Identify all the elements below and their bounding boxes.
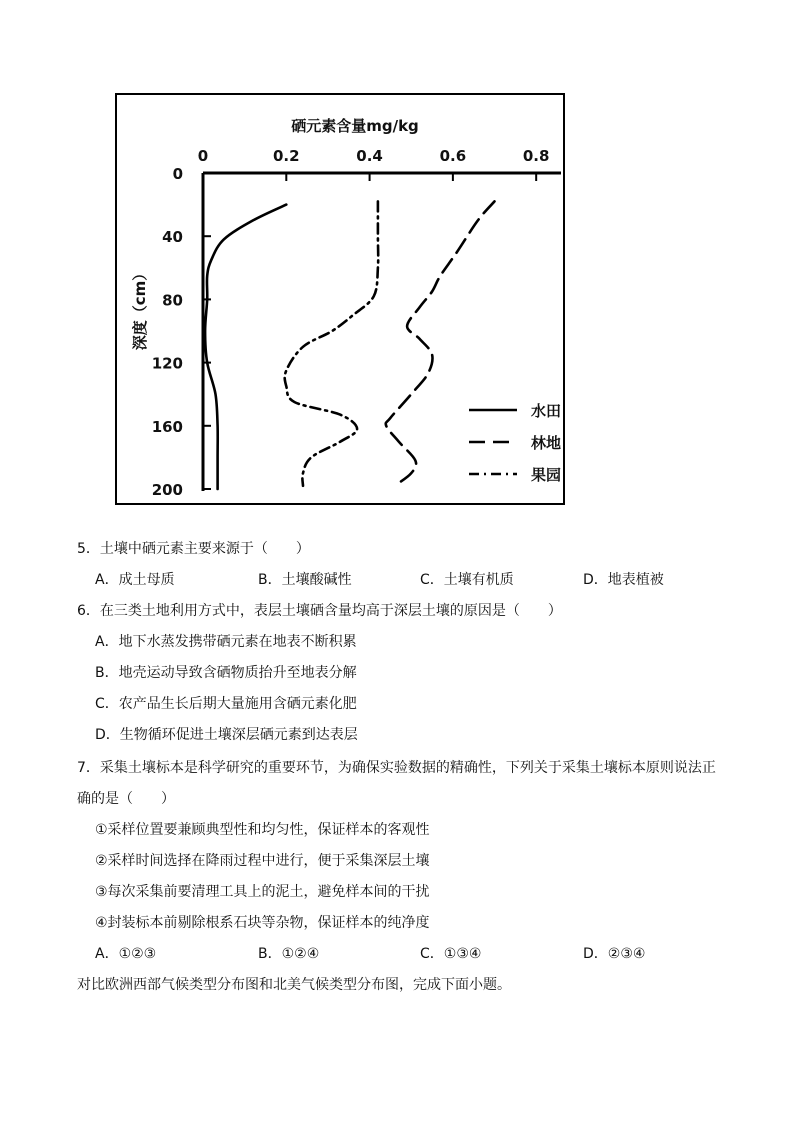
y-tick-label: 40 xyxy=(162,228,183,247)
q5-option-d: D．地表植被 xyxy=(583,572,664,588)
series-line-1 xyxy=(205,205,286,489)
selenium-depth-chart xyxy=(115,93,565,505)
y-tick-label: 0 xyxy=(172,165,183,183)
series-line-3 xyxy=(285,201,379,485)
question-7-stem-line2: 确的是（ ） xyxy=(77,791,175,807)
q7-statement-3: ③每次采集前要清理工具上的泥土，避免样本间的干扰 xyxy=(95,884,430,900)
x-tick-label: 0 xyxy=(197,147,209,165)
next-section-intro: 对比欧洲西部气候类型分布图和北美气候类型分布图，完成下面小题。 xyxy=(77,977,511,993)
chart-svg xyxy=(117,95,563,503)
q7-option-b: B．①②④ xyxy=(258,946,320,962)
y-axis-label: 深度（cm） xyxy=(131,265,149,351)
q5-option-a: A．成土母质 xyxy=(95,572,175,588)
chart-axes xyxy=(152,147,561,499)
series-layer xyxy=(205,201,494,489)
q7-option-d: D．②③④ xyxy=(583,946,646,962)
question-6-stem: 6．在三类土地利用方式中，表层土壤硒含量均高于深层土壤的原因是（ ） xyxy=(77,603,562,619)
q7-statement-4: ④封装标本前剔除根系石块等杂物，保证样本的纯净度 xyxy=(95,915,430,931)
x-tick-label: 0.8 xyxy=(522,147,550,165)
x-tick-label: 0.4 xyxy=(356,147,383,165)
q5-option-b: B．土壤酸碱性 xyxy=(258,572,352,588)
q7-statement-1: ①采样位置要兼顾典型性和均匀性，保证样本的客观性 xyxy=(95,822,430,838)
y-tick-label: 160 xyxy=(151,417,183,436)
legend-label-3: 果园 xyxy=(531,466,562,484)
y-tick-label: 120 xyxy=(151,354,183,373)
q7-option-a: A．①②③ xyxy=(95,946,157,962)
y-tick-label: 200 xyxy=(151,481,183,499)
legend-label-1: 水田 xyxy=(531,402,562,420)
y-tick-label: 80 xyxy=(162,291,183,310)
legend-label-2: 林地 xyxy=(531,434,562,452)
q6-option-b: B．地壳运动导致含硒物质抬升至地表分解 xyxy=(95,665,357,681)
x-tick-label: 0.2 xyxy=(273,147,300,165)
x-tick-label: 0.6 xyxy=(439,147,467,165)
q6-option-c: C．农产品生长后期大量施用含硒元素化肥 xyxy=(95,696,357,712)
chart-legend xyxy=(469,402,561,484)
question-5-stem: 5．土壤中硒元素主要来源于（ ） xyxy=(77,541,310,557)
q7-option-c: C．①③④ xyxy=(420,946,482,962)
q6-option-d: D．生物循环促进土壤深层硒元素到达表层 xyxy=(95,727,358,743)
q6-option-a: A．地下水蒸发携带硒元素在地表不断积累 xyxy=(95,634,357,650)
question-7-stem-line1: 7．采集土壤标本是科学研究的重要环节，为确保实验数据的精确性，下列关于采集土壤标本原则说法正 xyxy=(77,760,716,776)
q5-option-c: C．土壤有机质 xyxy=(420,572,514,588)
chart-title: 硒元素含量mg/kg xyxy=(291,117,419,135)
q7-statement-2: ②采样时间选择在降雨过程中进行，便于采集深层土壤 xyxy=(95,853,430,869)
